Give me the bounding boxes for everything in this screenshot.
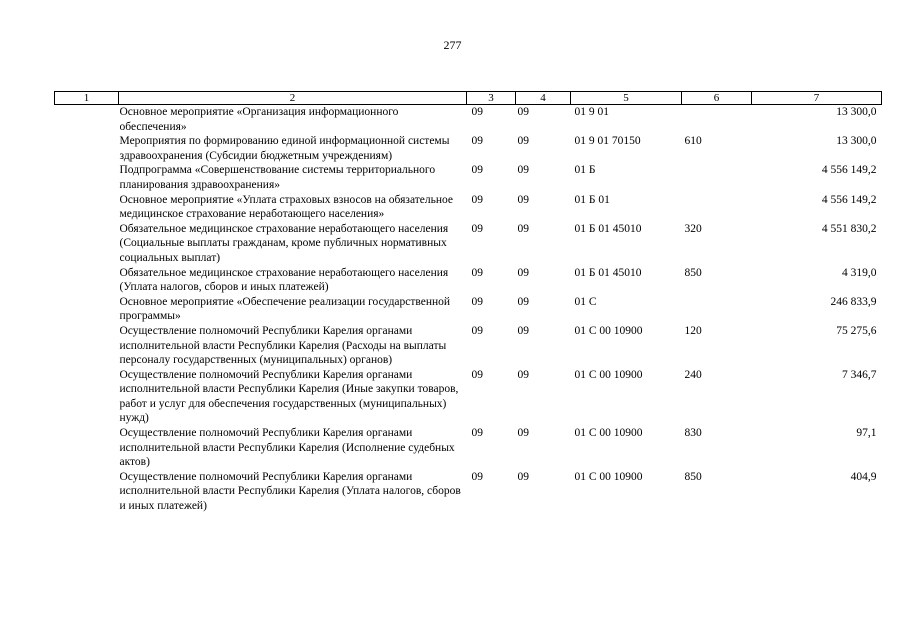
header-col-3: 3 xyxy=(467,92,516,105)
table-row xyxy=(55,266,882,295)
cell-expense-type: 850 xyxy=(684,470,702,483)
cell-section: 09 xyxy=(471,368,483,381)
cell-target-code: 01 Б 01 xyxy=(574,193,610,206)
cell-section: 09 xyxy=(471,295,483,308)
cell-index xyxy=(55,105,119,135)
cell-index xyxy=(55,134,119,163)
cell-subsection: 09 xyxy=(517,266,529,279)
cell-description: Основное мероприятие «Уплата страховых взносов на обязательное медицинское страхование неработающего населения» xyxy=(119,193,454,221)
table-row xyxy=(55,105,882,135)
table-row xyxy=(55,470,882,514)
cell-description: Осуществление полномочий Республики Карелия органами исполнительной власти Республики Карелия (Исполнение судебных актов) xyxy=(119,427,455,469)
cell-section: 09 xyxy=(471,470,483,483)
cell-target-code: 01 С 00 10900 xyxy=(574,470,643,483)
table-row xyxy=(55,163,882,192)
cell-target-code: 01 9 01 xyxy=(574,106,609,118)
cell-subsection: 09 xyxy=(517,193,529,206)
table-row xyxy=(55,193,882,222)
cell-description: Обязательное медицинское страхование неработающего населения (Уплата налогов, сборов и иных платежей) xyxy=(119,266,449,294)
cell-index xyxy=(55,222,119,266)
cell-description: Мероприятия по формированию единой информационной системы здравоохранения (Субсидии бюджетным учреждениям) xyxy=(119,135,450,162)
cell-amount: 4 319,0 xyxy=(842,266,877,279)
table-row xyxy=(55,324,882,368)
cell-section: 09 xyxy=(471,135,483,148)
header-col-2: 2 xyxy=(119,92,467,105)
cell-index xyxy=(55,266,119,295)
cell-subsection: 09 xyxy=(517,106,529,118)
table-row xyxy=(55,426,882,470)
cell-index xyxy=(55,368,119,426)
cell-index xyxy=(55,470,119,514)
cell-target-code: 01 С 00 10900 xyxy=(574,324,643,337)
cell-subsection: 09 xyxy=(517,324,529,337)
header-row xyxy=(55,92,882,105)
cell-amount: 75 275,6 xyxy=(836,324,877,337)
cell-description: Основное мероприятие «Организация информационного обеспечения» xyxy=(119,106,399,133)
cell-subsection: 09 xyxy=(517,164,529,177)
cell-amount: 13 300,0 xyxy=(836,106,877,118)
cell-target-code: 01 Б 01 45010 xyxy=(574,222,642,235)
cell-description: Подпрограмма «Совершенствование системы территориального планирования здравоохранения» xyxy=(119,164,436,191)
cell-amount: 7 346,7 xyxy=(842,368,877,381)
cell-amount: 4 556 149,2 xyxy=(821,193,877,206)
cell-amount: 13 300,0 xyxy=(836,135,877,148)
cell-target-code: 01 С 00 10900 xyxy=(574,368,643,381)
cell-amount: 4 551 830,2 xyxy=(821,222,877,235)
cell-expense-type xyxy=(682,295,752,324)
header-col-7: 7 xyxy=(752,92,882,105)
page-number: 277 xyxy=(443,38,462,52)
table-header xyxy=(55,92,882,105)
cell-index xyxy=(55,295,119,324)
budget-table xyxy=(54,91,882,514)
cell-expense-type xyxy=(682,163,752,192)
cell-target-code: 01 Б xyxy=(574,164,596,177)
cell-subsection: 09 xyxy=(517,368,529,381)
table-row xyxy=(55,368,882,426)
cell-index xyxy=(55,193,119,222)
cell-expense-type xyxy=(682,105,752,135)
cell-section: 09 xyxy=(471,193,483,206)
cell-index xyxy=(55,426,119,470)
cell-expense-type xyxy=(682,193,752,222)
cell-expense-type: 610 xyxy=(684,135,702,148)
table-row xyxy=(55,295,882,324)
cell-target-code: 01 9 01 70150 xyxy=(574,135,641,148)
cell-target-code: 01 С 00 10900 xyxy=(574,427,643,440)
cell-description: Осуществление полномочий Республики Карелия органами исполнительной власти Республики Карелия (Уплата налогов, сборов и иных платежей) xyxy=(119,470,461,513)
cell-subsection: 09 xyxy=(517,222,529,235)
cell-section: 09 xyxy=(471,164,483,177)
cell-description: Осуществление полномочий Республики Карелия органами исполнительной власти Республики Карелия (Расходы на выплаты персоналу государственных (муниципальных) органов) xyxy=(119,324,447,367)
table-row xyxy=(55,134,882,163)
cell-target-code: 01 С xyxy=(574,295,597,308)
header-col-1: 1 xyxy=(55,92,119,105)
cell-expense-type: 320 xyxy=(684,222,702,235)
cell-index xyxy=(55,324,119,368)
header-col-5: 5 xyxy=(571,92,682,105)
table-row xyxy=(55,222,882,266)
cell-amount: 246 833,9 xyxy=(830,295,877,308)
cell-section: 09 xyxy=(471,106,483,118)
cell-section: 09 xyxy=(471,324,483,337)
table-body xyxy=(55,105,882,514)
header-col-6: 6 xyxy=(682,92,752,105)
cell-target-code: 01 Б 01 45010 xyxy=(574,266,642,279)
cell-expense-type: 830 xyxy=(684,427,702,440)
cell-section: 09 xyxy=(471,427,483,440)
cell-description: Основное мероприятие «Обеспечение реализации государственной программы» xyxy=(119,295,451,323)
cell-description: Обязательное медицинское страхование неработающего населения (Социальные выплаты гражданам, кроме публичных нормативных социальных выплат) xyxy=(119,222,449,264)
cell-description: Осуществление полномочий Республики Карелия органами исполнительной власти Республики Карелия (Иные закупки товаров, работ и услуг для обеспечения государственных (муниципальных) нужд) xyxy=(119,368,459,425)
cell-section: 09 xyxy=(471,222,483,235)
header-col-4: 4 xyxy=(516,92,571,105)
cell-amount: 4 556 149,2 xyxy=(821,164,877,177)
cell-index xyxy=(55,163,119,192)
cell-amount: 404,9 xyxy=(850,470,877,483)
cell-expense-type: 240 xyxy=(684,368,702,381)
cell-subsection: 09 xyxy=(517,427,529,440)
cell-amount: 97,1 xyxy=(856,427,877,440)
cell-expense-type: 850 xyxy=(684,266,702,279)
cell-subsection: 09 xyxy=(517,470,529,483)
cell-expense-type: 120 xyxy=(684,324,702,337)
cell-subsection: 09 xyxy=(517,135,529,148)
cell-subsection: 09 xyxy=(517,295,529,308)
cell-section: 09 xyxy=(471,266,483,279)
